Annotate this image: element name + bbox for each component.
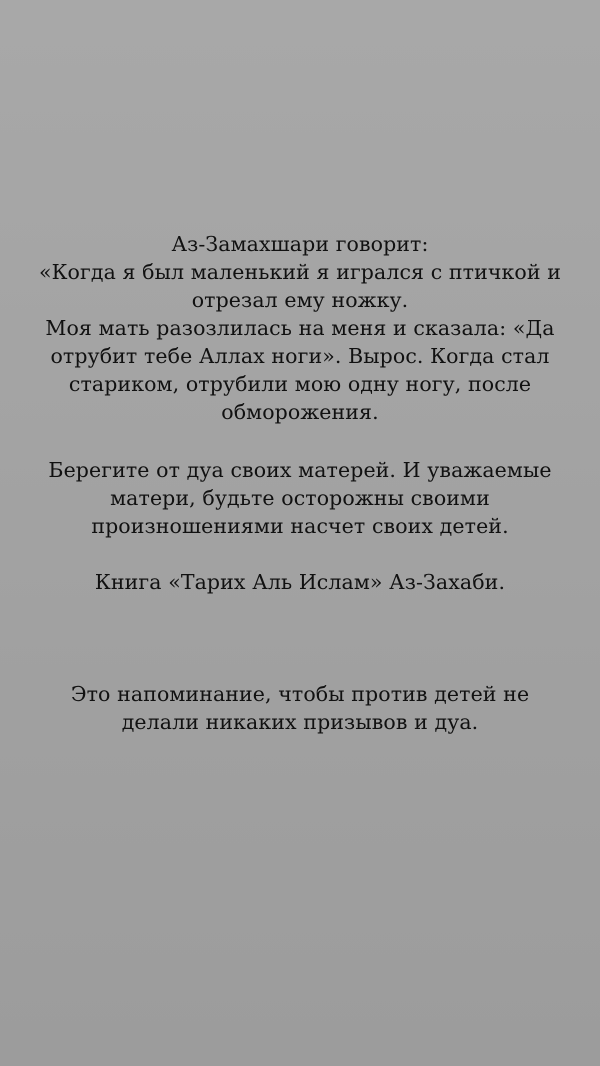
story-text-reminder (30, 680, 570, 736)
story-advice-text: Берегите от дуа своих матерей. И уважаемые матери, будьте осторожны своими произношениями насчет своих детей. (48, 458, 552, 538)
story-author-line: Аз-Замахшари говорит: (171, 232, 429, 256)
story-reminder-text: Это напоминание, чтобы против детей не делали никаких призывов и дуа. (70, 682, 530, 734)
story-quote-continuation: Моя мать разозлилась на меня и сказала: «Да отрубит тебе Аллах ноги». Вырос. Когда стал стариком, отрубили мою одну ногу, после обморожения. (45, 316, 555, 424)
story-text-advice (30, 456, 570, 540)
story-quote-line: «Когда я был маленький я игрался с птичкой и отрезал ему ножку. (38, 260, 562, 312)
story-text-main (30, 230, 570, 426)
story-text-source (30, 568, 570, 596)
story-source-text: Книга «Тарих Аль Ислам» Аз-Захаби. (94, 570, 506, 594)
